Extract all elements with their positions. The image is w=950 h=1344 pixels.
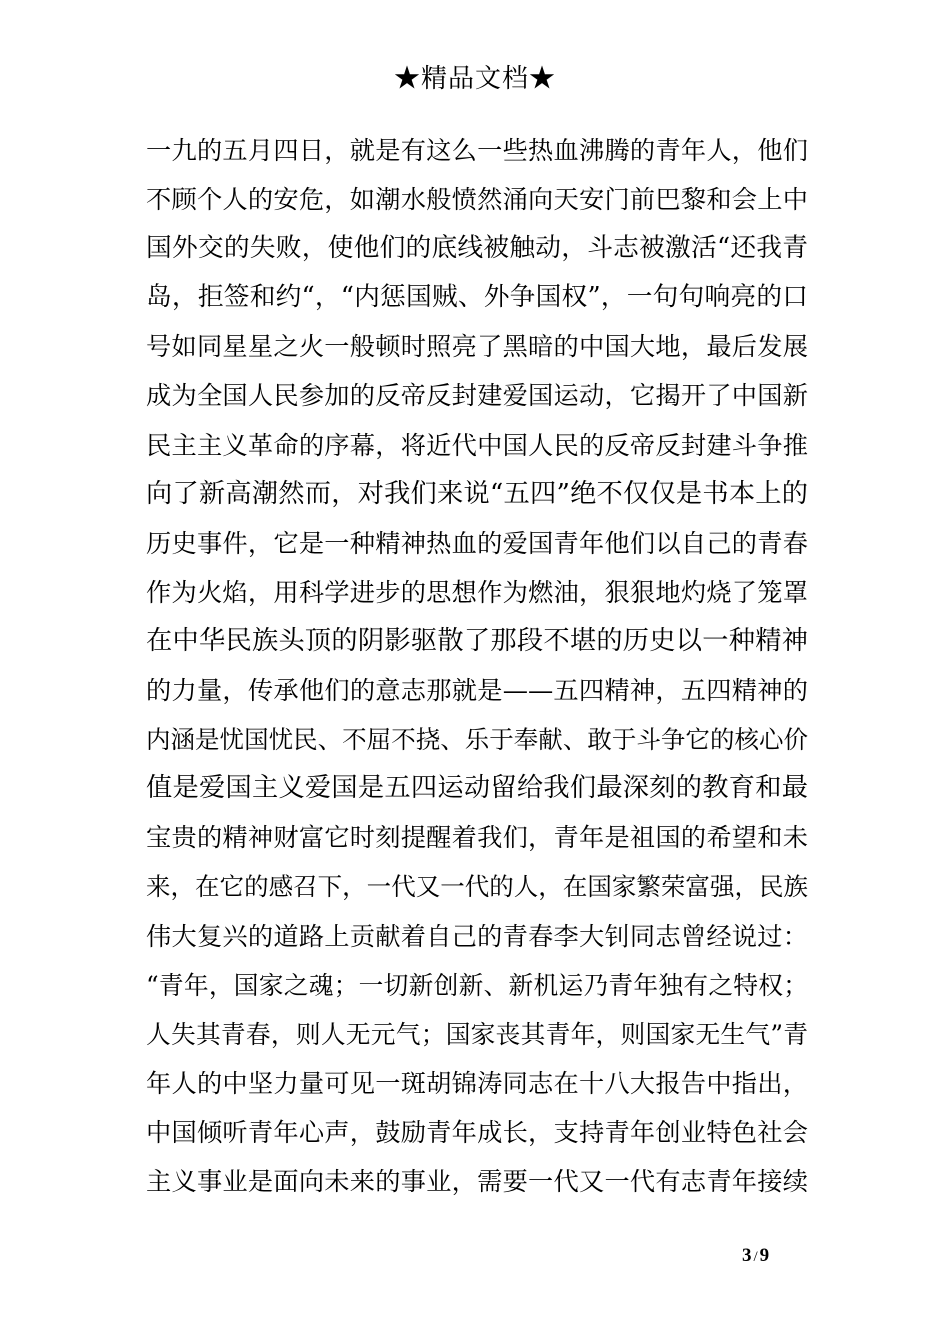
body-line: “青年，国家之魂；一切新创新、新机运乃青年独有之特权； bbox=[146, 970, 808, 1000]
body-line: 作为火焰，用科学进步的思想作为燃油，狠狠地灼烧了笼罩 bbox=[146, 577, 808, 607]
body-line: 不顾个人的安危，如潮水般愤然涌向天安门前巴黎和会上中 bbox=[146, 185, 808, 215]
page-number bbox=[742, 1244, 769, 1269]
body-line: 成为全国人民参加的反帝反封建爱国运动，它揭开了中国新 bbox=[146, 381, 808, 411]
page-separator: / bbox=[753, 1249, 758, 1265]
body-line: 历史事件，它是一种精神热血的爱国青年他们以自己的青春 bbox=[146, 528, 808, 558]
body-line: 人失其青春，则人无元气；国家丧其青年，则国家无生气”青 bbox=[146, 1019, 808, 1049]
body-line: 号如同星星之火一般顿时照亮了黑暗的中国大地，最后发展 bbox=[146, 332, 808, 362]
body-line: 在中华民族头顶的阴影驱散了那段不堪的历史以一种精神 bbox=[146, 625, 808, 656]
body-line: 岛，拒签和约“，“内惩国贼、外争国权”，一句句响亮的口 bbox=[146, 282, 808, 313]
body-line: 内涵是忧国忧民、不屈不挠、乐于奉献、敢于斗争它的核心价 bbox=[146, 725, 808, 755]
body-line: 的力量，传承他们的意志那就是——五四精神，五四精神的 bbox=[146, 676, 808, 706]
document-header-title: ★精品文档★ bbox=[393, 64, 556, 94]
page-current: 3 bbox=[742, 1245, 752, 1266]
body-line: 国外交的失败，使他们的底线被触动，斗志被激活“还我青 bbox=[146, 233, 808, 264]
body-line: 中国倾听青年心声，鼓励青年成长，支持青年创业特色社会 bbox=[146, 1117, 808, 1147]
document-body bbox=[146, 126, 808, 1206]
body-line: 年人的中坚力量可见一斑胡锦涛同志在十八大报告中指出， bbox=[146, 1068, 808, 1098]
body-line: 值是爱国主义爱国是五四运动留给我们最深刻的教育和最 bbox=[146, 773, 808, 804]
body-line: 主义事业是面向未来的事业，需要一代又一代有志青年接续 bbox=[146, 1166, 808, 1196]
page-total: 9 bbox=[759, 1245, 770, 1266]
body-line: 民主主义革命的序幕，将近代中国人民的反帝反封建斗争推 bbox=[146, 430, 808, 460]
body-line: 一九的五月四日，就是有这么一些热血沸腾的青年人，他们 bbox=[146, 136, 808, 165]
body-line: 向了新高潮然而，对我们来说“五四”绝不仅仅是书本上的 bbox=[146, 478, 808, 509]
body-line: 伟大复兴的道路上贡献着自己的青春李大钊同志曾经说过： bbox=[146, 921, 808, 951]
body-line: 宝贵的精神财富它时刻提醒着我们，青年是祖国的希望和未 bbox=[146, 823, 808, 853]
body-line: 来，在它的感召下，一代又一代的人，在国家繁荣富强，民族 bbox=[146, 872, 808, 902]
